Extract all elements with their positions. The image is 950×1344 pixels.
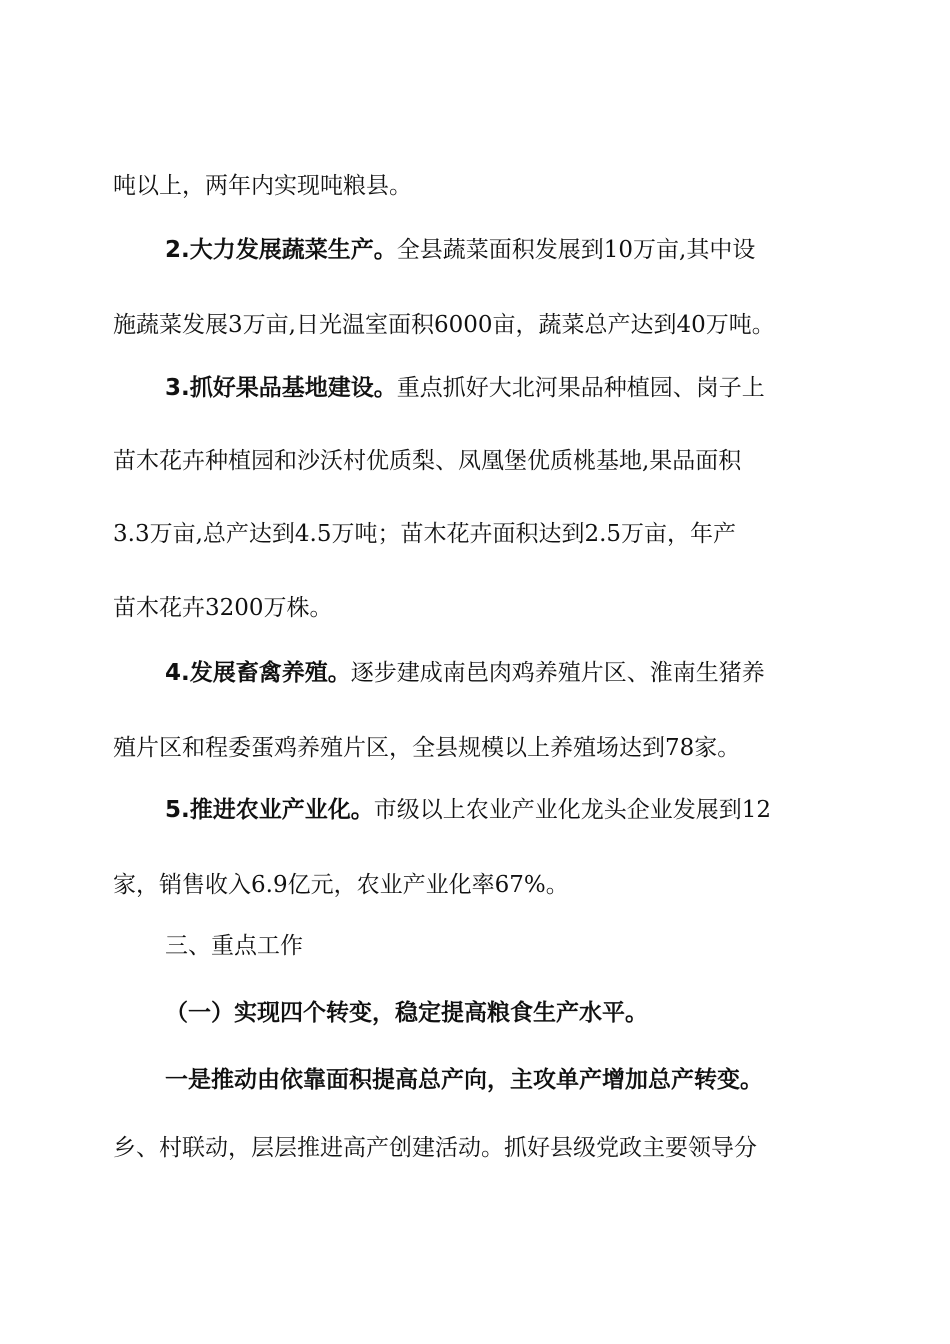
bold-paragraph-line — [165, 1062, 843, 1098]
subsection-heading — [165, 995, 843, 1031]
paragraph-line — [113, 443, 843, 479]
body-text: 殖片区和程委蛋鸡养殖片区，全县规模以上养殖场达到78家。 — [113, 735, 741, 761]
paragraph-line — [113, 307, 843, 343]
paragraph-line — [165, 792, 843, 828]
body-text: 苗木花卉种植园和沙沃村优质梨、凤凰堡优质桃基地,果品面积 — [113, 448, 742, 474]
body-text: 全县蔬菜面积发展到10万亩,其中设 — [396, 237, 756, 263]
subsection-heading-text: （一）实现四个转变，稳定提高粮食生产水平。 — [165, 1000, 648, 1026]
bold-text: 一是推动由依靠面积提高总产向，主攻单产增加总产转变。 — [165, 1067, 763, 1093]
paragraph-line — [165, 370, 843, 406]
body-text: 家，销售收入6.9亿元，农业产业化率67%。 — [113, 872, 569, 898]
paragraph-line — [165, 232, 843, 268]
paragraph-line — [113, 867, 843, 903]
item-heading: 5.推进农业产业化。 — [165, 797, 374, 823]
paragraph-line — [165, 655, 843, 691]
body-text: 市级以上农业产业化龙头企业发展到12 — [373, 797, 772, 823]
paragraph-line — [113, 516, 843, 552]
paragraph-line — [113, 730, 843, 766]
item-heading: 4.发展畜禽养殖。 — [165, 660, 351, 686]
body-text: 3.3万亩,总产达到4.5万吨；苗木花卉面积达到2.5万亩，年产 — [113, 521, 737, 547]
item-heading: 2.大力发展蔬菜生产。 — [165, 237, 397, 263]
body-text: 乡、村联动，层层推进高产创建活动。抓好县级党政主要领导分 — [113, 1135, 757, 1161]
item-heading: 3.抓好果品基地建设。 — [165, 375, 397, 401]
body-text: 苗木花卉3200万株。 — [113, 595, 333, 621]
section-heading-text: 三、重点工作 — [165, 933, 303, 959]
section-heading — [165, 928, 843, 964]
paragraph-line — [113, 168, 843, 204]
body-text: 施蔬菜发展3万亩,日光温室面积6000亩，蔬菜总产达到40万吨。 — [113, 312, 775, 338]
body-text: 逐步建成南邑肉鸡养殖片区、淮南生猪养 — [350, 660, 765, 686]
paragraph-line — [113, 590, 843, 626]
body-text: 重点抓好大北河果品种植园、岗子上 — [396, 375, 765, 401]
body-text: 吨以上，两年内实现吨粮县。 — [113, 173, 412, 199]
paragraph-line — [113, 1130, 843, 1166]
